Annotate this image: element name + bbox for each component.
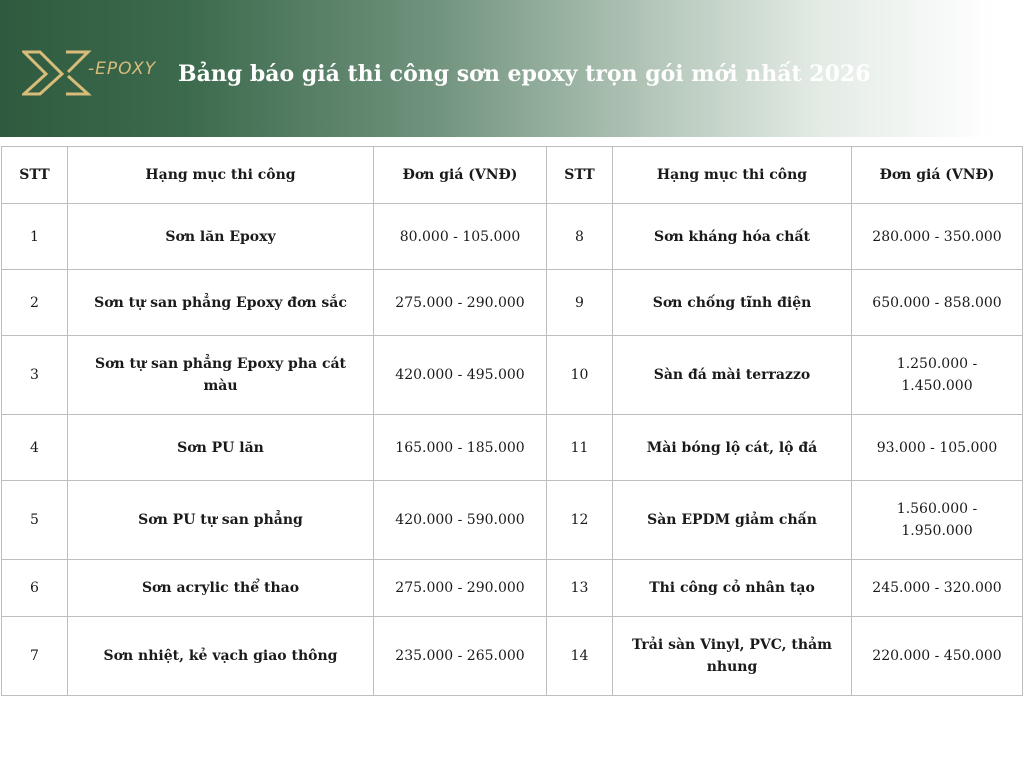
- table-row: [2, 415, 1023, 481]
- table-row: [2, 617, 1023, 696]
- column-header-item: Hạng mục thi công: [613, 147, 852, 204]
- item-cell: Sơn tự san phẳng Epoxy đơn sắc: [68, 270, 374, 336]
- stt-cell: 2: [2, 270, 68, 336]
- price-cell: 235.000 - 265.000: [374, 617, 547, 696]
- table-header-row: [2, 147, 1023, 204]
- item-cell: Sơn acrylic thể thao: [68, 560, 374, 617]
- table-row: [2, 270, 1023, 336]
- stt-cell: 11: [547, 415, 613, 481]
- item-cell: Sơn tự san phẳng Epoxy pha cát màu: [68, 336, 374, 415]
- stt-cell: 14: [547, 617, 613, 696]
- price-cell: 650.000 - 858.000: [852, 270, 1023, 336]
- stt-cell: 1: [2, 204, 68, 270]
- item-cell: Sơn nhiệt, kẻ vạch giao thông: [68, 617, 374, 696]
- item-cell: Mài bóng lộ cát, lộ đá: [613, 415, 852, 481]
- column-header-stt: STT: [547, 147, 613, 204]
- stt-cell: 9: [547, 270, 613, 336]
- table-row: [2, 336, 1023, 415]
- item-cell: Sàn đá mài terrazzo: [613, 336, 852, 415]
- stt-cell: 5: [2, 481, 68, 560]
- price-cell: 165.000 - 185.000: [374, 415, 547, 481]
- column-header-stt: STT: [2, 147, 68, 204]
- price-cell: 1.560.000 - 1.950.000: [852, 481, 1023, 560]
- stt-cell: 10: [547, 336, 613, 415]
- price-cell: 275.000 - 290.000: [374, 560, 547, 617]
- item-cell: Sàn EPDM giảm chấn: [613, 481, 852, 560]
- header-fade: [964, 0, 1024, 137]
- item-cell: Sơn PU lăn: [68, 415, 374, 481]
- price-cell: 80.000 - 105.000: [374, 204, 547, 270]
- column-header-item: Hạng mục thi công: [68, 147, 374, 204]
- page-title: Bảng báo giá thi công sơn epoxy trọn gói mới nhất 2026: [178, 61, 871, 87]
- header-banner: [0, 0, 1024, 137]
- price-cell: 275.000 - 290.000: [374, 270, 547, 336]
- x-epoxy-logo: [22, 50, 170, 96]
- table-row: [2, 204, 1023, 270]
- table-row: [2, 481, 1023, 560]
- logo-text: -EPOXY: [88, 59, 157, 79]
- stt-cell: 7: [2, 617, 68, 696]
- price-cell: 280.000 - 350.000: [852, 204, 1023, 270]
- stt-cell: 6: [2, 560, 68, 617]
- table-row: [2, 560, 1023, 617]
- column-header-price: Đơn giá (VNĐ): [374, 147, 547, 204]
- item-cell: Sơn lăn Epoxy: [68, 204, 374, 270]
- price-cell: 420.000 - 495.000: [374, 336, 547, 415]
- stt-cell: 8: [547, 204, 613, 270]
- item-cell: Sơn chống tĩnh điện: [613, 270, 852, 336]
- price-cell: 1.250.000 - 1.450.000: [852, 336, 1023, 415]
- stt-cell: 13: [547, 560, 613, 617]
- item-cell: Trải sàn Vinyl, PVC, thảm nhung: [613, 617, 852, 696]
- item-cell: Thi công cỏ nhân tạo: [613, 560, 852, 617]
- item-cell: Sơn PU tự san phẳng: [68, 481, 374, 560]
- price-cell: 220.000 - 450.000: [852, 617, 1023, 696]
- stt-cell: 4: [2, 415, 68, 481]
- stt-cell: 12: [547, 481, 613, 560]
- item-cell: Sơn kháng hóa chất: [613, 204, 852, 270]
- price-cell: 245.000 - 320.000: [852, 560, 1023, 617]
- price-cell: 420.000 - 590.000: [374, 481, 547, 560]
- stt-cell: 3: [2, 336, 68, 415]
- column-header-price: Đơn giá (VNĐ): [852, 147, 1023, 204]
- price-table: [1, 146, 1023, 696]
- x-logo-icon: [22, 50, 92, 96]
- price-cell: 93.000 - 105.000: [852, 415, 1023, 481]
